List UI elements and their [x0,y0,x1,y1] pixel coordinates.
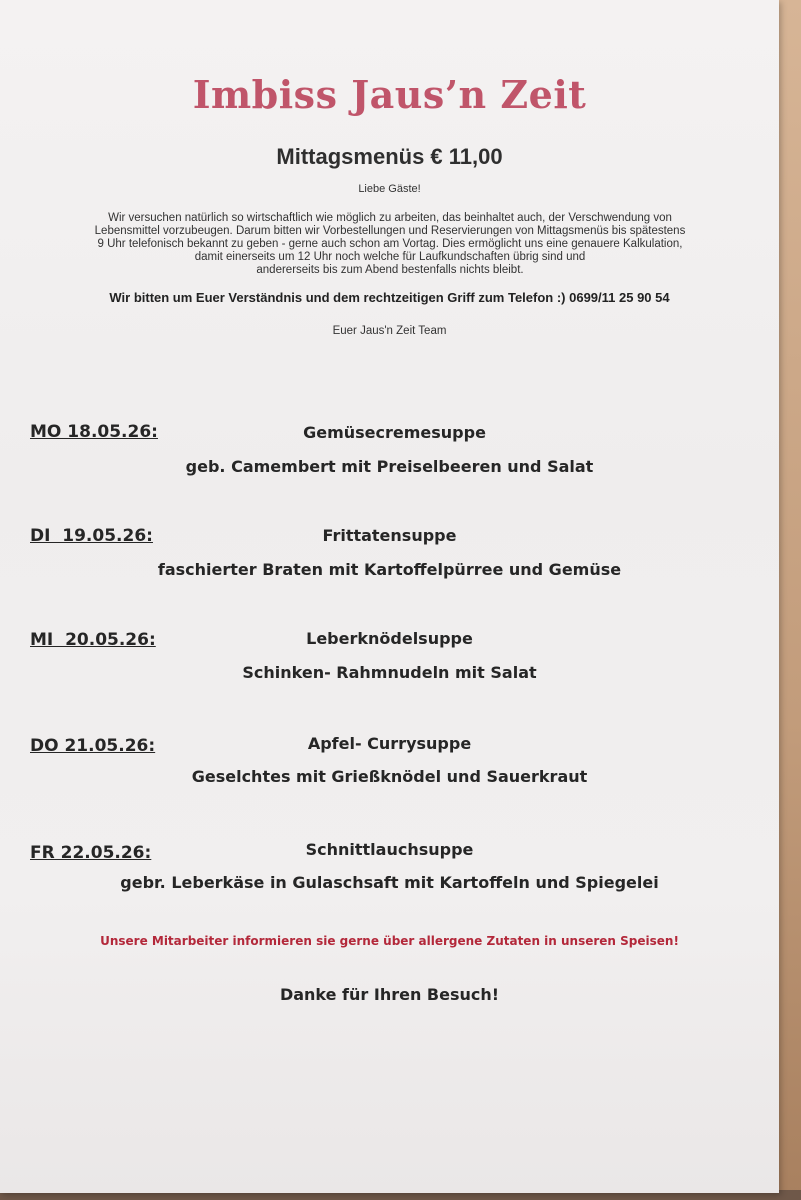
main-monday: geb. Camembert mit Preiselbeeren und Salat [185,457,594,476]
soup-thursday [0,734,779,753]
intro-line: 9 Uhr telefonisch bekannt zu geben - gerne auch schon am Vortag. Dies ermöglicht uns eine genauere Kalkulation, [97,238,683,250]
intro-line: Wir versuchen natürlich so wirtschaftlich wie möglich zu arbeiten, das beinhaltet auch, der Verschwendung von [108,212,672,224]
menu-price-heading: Mittagsmenüs € 11,00 [276,144,503,169]
intro-paragraph [40,212,740,277]
main-tuesday: faschierter Braten mit Kartoffelpürree und Gemüse [157,560,622,579]
allergen-notice: Unsere Mitarbeiter informieren sie gerne über allergene Zutaten in unseren Speisen! [100,934,679,948]
soup-wednesday-text: Leberknödelsuppe [306,629,473,648]
soup-tuesday-text: Frittatensuppe [322,526,457,545]
soup-friday [0,840,779,859]
soup-friday-text: Schnittlauchsuppe [305,840,474,859]
restaurant-title: Imbiss Jaus’n Zeit [192,72,587,117]
soup-monday [0,423,779,442]
main-wednesday: Schinken- Rahmnudeln mit Salat [242,663,537,682]
soup-tuesday [0,526,779,545]
team-signature: Euer Jaus'n Zeit Team [332,325,447,337]
main-thursday: Geselchtes mit Grießknödel und Sauerkraut [191,767,588,786]
day-label-monday: MO 18.05.26: [30,422,158,442]
main-friday: gebr. Leberkäse in Gulaschsaft mit Kartoffeln und Spiegelei [120,873,659,892]
thank-you-note: Danke für Ihren Besuch! [279,985,500,1004]
day-label-tuesday: DI 19.05.26: [30,526,153,546]
soup-wednesday [0,629,779,648]
soup-thursday-text: Apfel- Currysuppe [307,734,472,753]
phone-request: Wir bitten um Euer Verständnis und dem rechtzeitigen Griff zum Telefon :) 0699/11 25 90 54 [109,290,670,305]
greeting: Liebe Gäste! [358,183,421,195]
soup-monday-text: Gemüsecremesuppe [303,423,486,442]
intro-line: andererseits bis zum Abend bestenfalls nichts bleibt. [256,264,524,276]
day-label-thursday: DO 21.05.26: [30,736,156,756]
day-label-wednesday: MI 20.05.26: [30,630,156,650]
intro-line: damit einerseits um 12 Uhr noch welche für Laufkundschaften übrig sind und [194,251,586,263]
intro-line: Lebensmittel vorzubeugen. Darum bitten wir Vorbestellungen und Reservierungen von Mittagsmenüs bis spätestens [94,225,686,237]
day-label-friday: FR 22.05.26: [30,843,152,863]
